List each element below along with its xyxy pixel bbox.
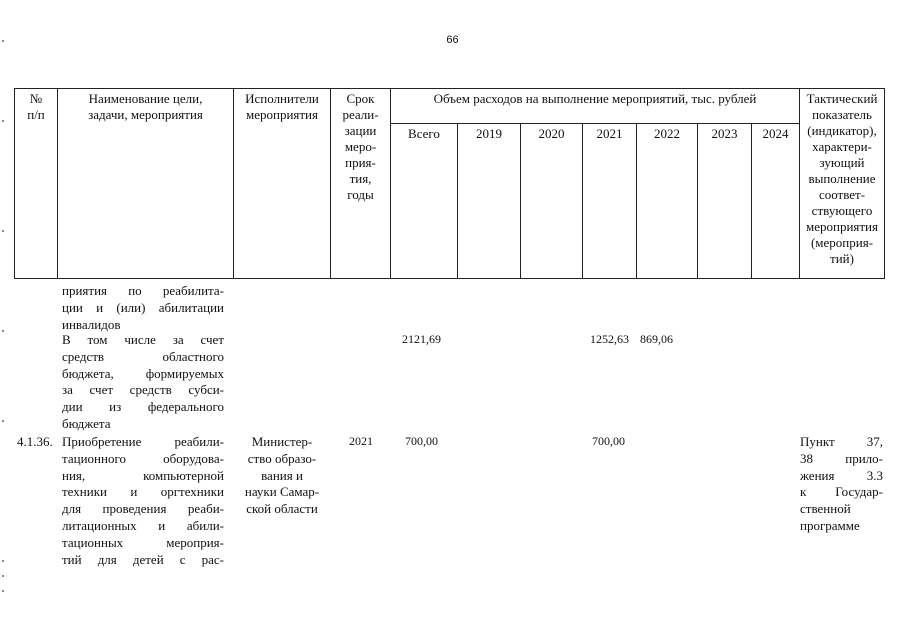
col-executors-header: Исполнители мероприятия — [245, 91, 319, 122]
row-activity-text: Приобретение реабили- тационного оборудова- ния, компьютерной техники и оргтехники для проведения реаби- литационных и абили- тационных мероприя- тий для детей с рас- — [62, 434, 224, 567]
col-year-2024: 2024 — [762, 126, 789, 141]
row-subtotal-text: В том числе за счет средств областного бюджета, формируемых за счет средств субси- дии из федерального бюджета — [62, 332, 224, 431]
col-term-header: Срок реали- зации меро- прия- тия, годы — [342, 91, 379, 202]
row-continuation-text: приятия по реабилита- ции и (или) абилитации инвалидов — [62, 283, 224, 332]
col-year-2021: 2021 — [596, 126, 623, 141]
col-num-header: № п/п — [27, 91, 45, 122]
table-header — [14, 88, 885, 279]
subtotal-2021: 1252,63 — [590, 332, 629, 346]
col-indicator-header: Тактический показатель (индикатор), характери- зующий выполнение соответ- ствующего мероприятия (мероприя- тий) — [805, 91, 878, 266]
row-indicator: Пункт 37, 38 прило- жения 3.3 к Государ- ственной программе — [800, 434, 883, 533]
subtotal-total: 2121,69 — [402, 332, 441, 346]
row-2021: 700,00 — [592, 434, 625, 448]
row-term: 2021 — [349, 434, 373, 448]
col-year-2020: 2020 — [538, 126, 565, 141]
row-executor: Министер- ство образо- вания и науки Самар- ской области — [244, 434, 320, 517]
col-year-2022: 2022 — [654, 126, 680, 141]
col-year-2023: 2023 — [711, 126, 738, 141]
subtotal-2022: 869,06 — [640, 332, 673, 346]
col-year-2019: 2019 — [476, 126, 502, 141]
col-total-header: Всего — [408, 126, 440, 141]
col-expenses-header: Объем расходов на выполнение мероприятий, тыс. рублей — [433, 91, 757, 106]
col-name-header: Наименование цели, задачи, мероприятия — [88, 91, 203, 122]
page-number: 66 — [446, 34, 459, 46]
scan-edge-marks — [0, 0, 6, 632]
row-number: 4.1.36. — [17, 434, 53, 449]
row-total: 700,00 — [405, 434, 438, 448]
